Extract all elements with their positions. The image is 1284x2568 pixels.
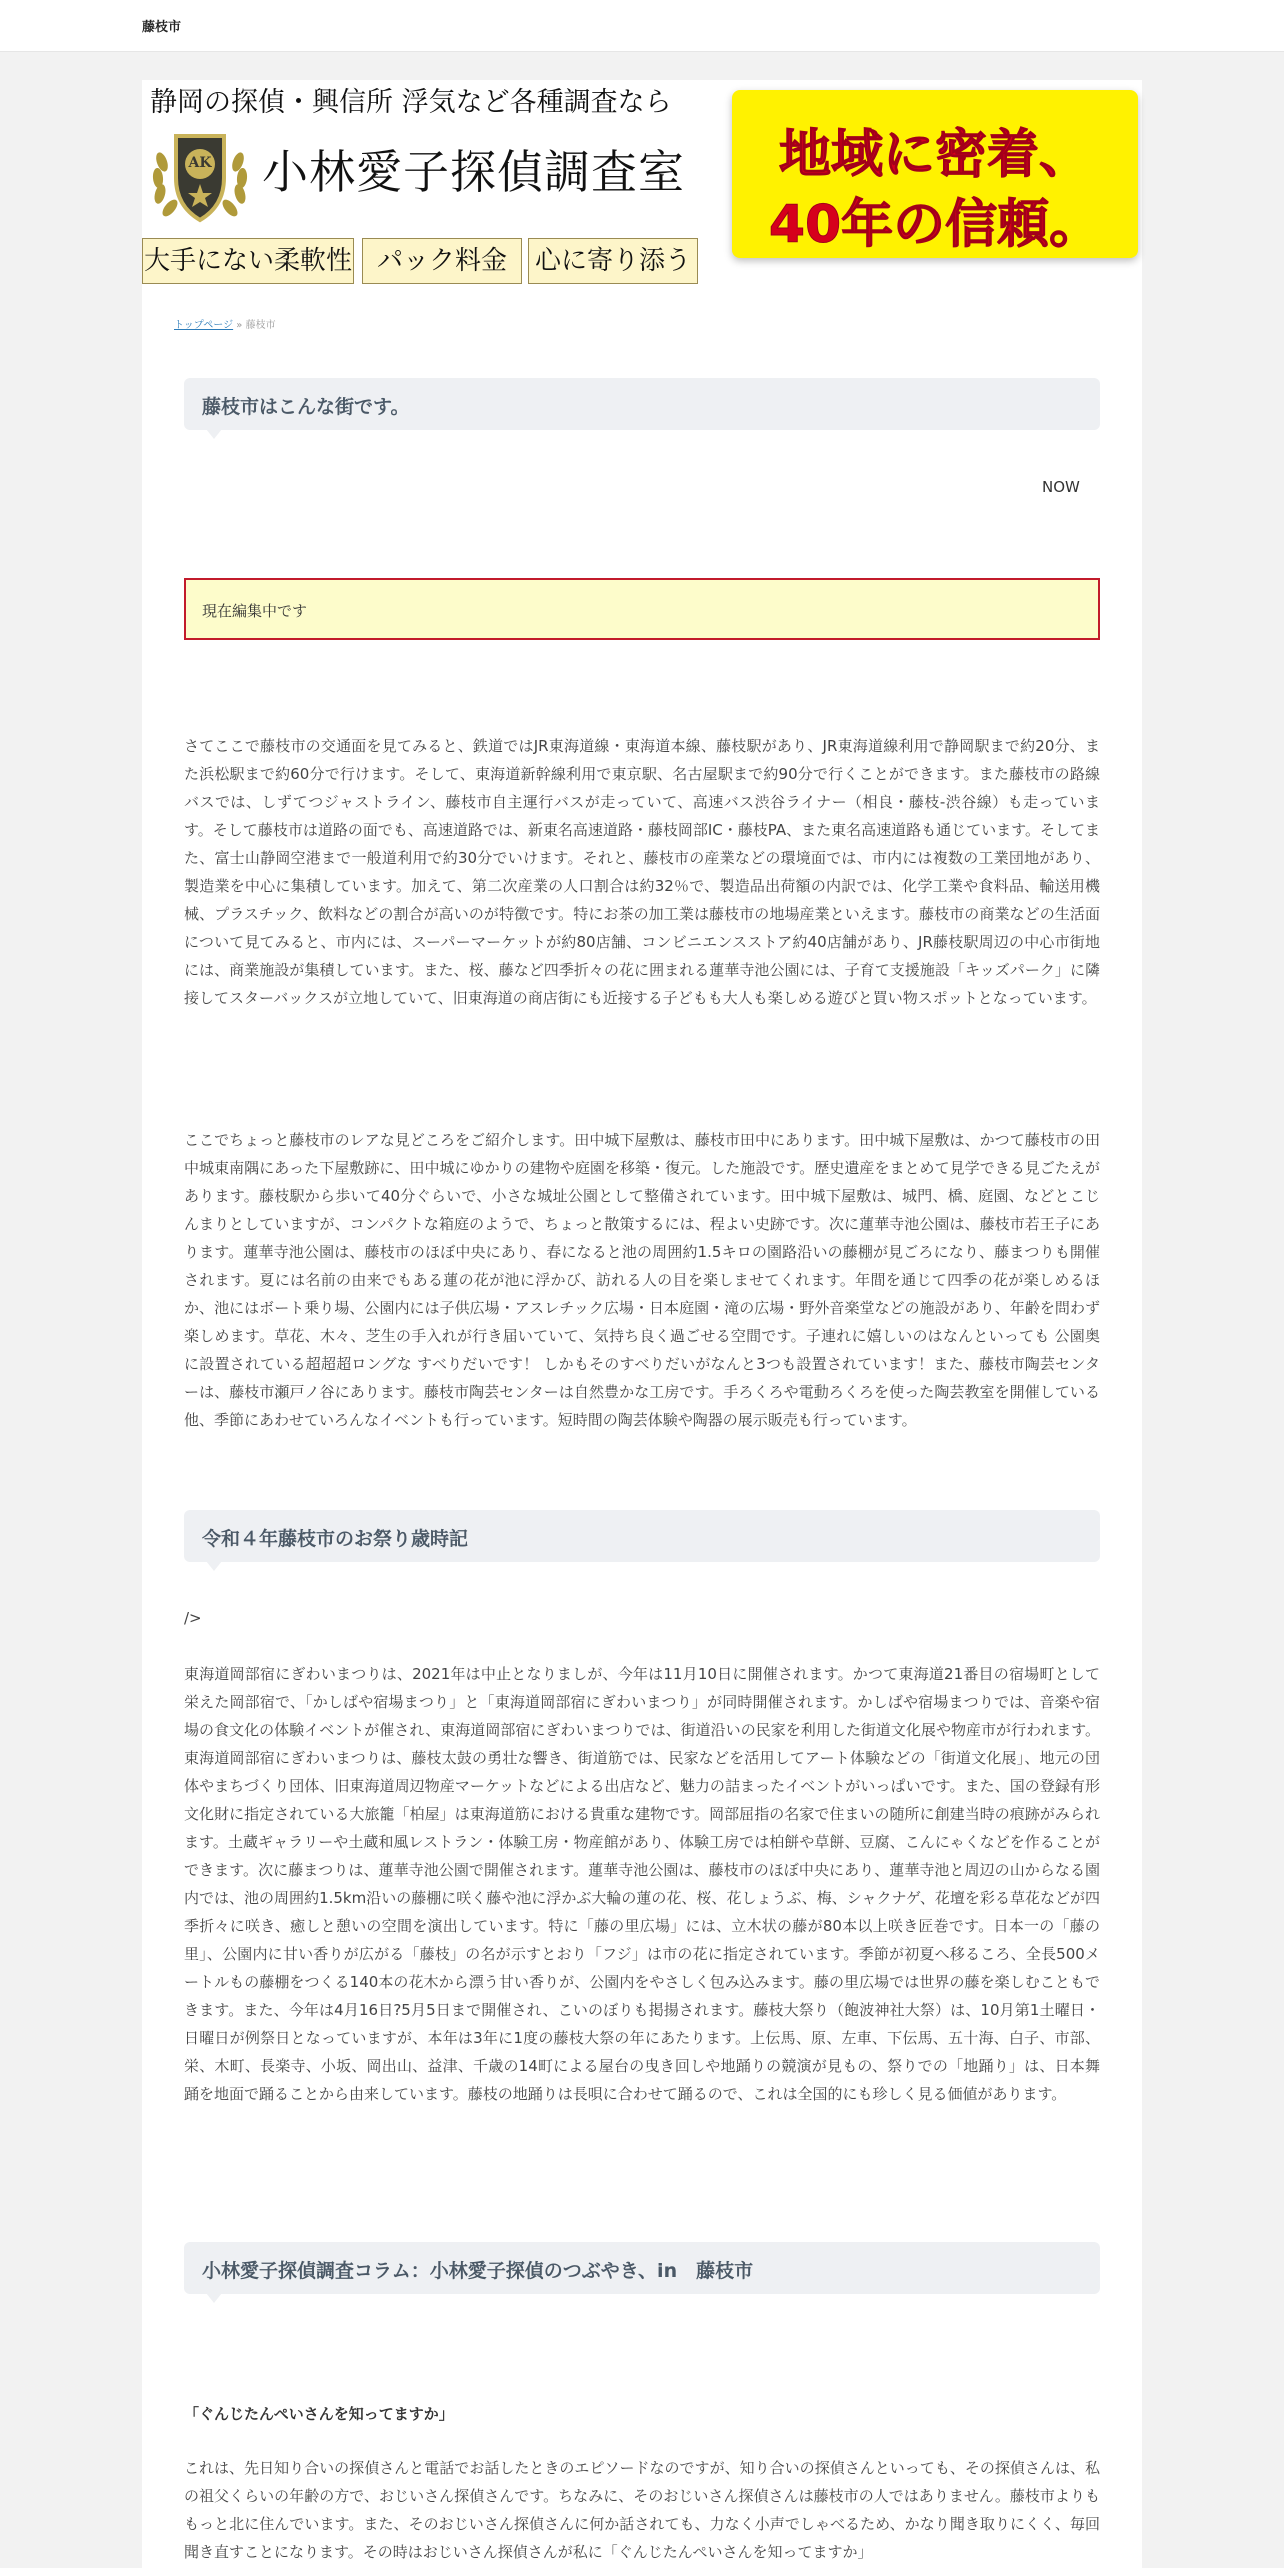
- laurel-shield-emblem-icon: [146, 122, 254, 230]
- breadcrumb-current: 藤枝市: [245, 320, 276, 331]
- banner-tagline: 静岡の探偵・興信所 浮気など各種調査なら: [150, 87, 672, 118]
- paragraph-festivals: 東海道岡部宿にぎわいまつりは、2021年は中止となりましが、今年は11月10日に開催されます。かつて東海道21番目の宿場町として栄えた岡部宿で、「かしばや宿場まつり」と「東海道岡部宿にぎわいまつり」が同時開催されます。かしばや宿場まつりでは、音楽や宿場の食文化の体験イベントが催され、東海道岡部宿にぎわいまつりでは、街道沿いの民家を利用した街道文化展や物産市が行われます。東海道岡部宿にぎわいまつりは、藤枝太鼓の勇壮な響き、街道筋では、民家などを活用してアート体験などの「街道文化展」、地元の団体やまちづくり団体、旧東海道周辺物産マーケットなどによる出店など、魅力の詰まったイベントがいっぱいです。また、国の登録有形文化財に指定されている大旅籠「柏屋」は東海道筋における貴重な建物です。岡部屈指の名家で住まいの随所に創建当時の痕跡がみられます。土蔵ギャラリーや土蔵和風レストラン・体験工房・物産館があり、体験工房では柏餅や草餅、豆腐、こんにゃくなどを作ることができます。次に藤まつりは、蓮華寺池公園で開催されます。蓮華寺池公園は、藤枝市のほぼ中央にあり、蓮華寺池と周辺の山からなる園内では、池の周囲約1.5km沿いの藤棚に咲く藤や池に浮かぶ大輪の蓮の花、桜、花しょうぶ、梅、シャクナゲ、花壇を彩る草花などが四季折々に咲き、癒しと憩いの空間を演出しています。特に「藤の里広場」には、立木状の藤が80本以上咲き匠巻です。日本一の「藤の里」、公園内に甘い香りが広がる「藤枝」の名が示すとおり「フジ」は市の花に指定されています。季節が初夏へ移るころ、全長500メートルもの藤棚をつくる140本の花木から漂う甘い香りが、公園内をやさしく包み込みます。藤の里広場では世界の藤を楽しむこともできます。また、今年は4月16日?5月5日まで開催され、こいのぼりも掲揚されます。藤枝大祭り（飽波神社大祭）は、10月第1土曜日・日曜日が例祭日となっていますが、本年は3年に1度の藤枝大祭の年にあたります。上伝馬、原、左車、下伝馬、五十海、白子、市部、栄、木町、長楽寺、小坂、岡出山、益津、千歳の14町による屋台の曳き回しや地踊りの競演が見もの、祭りでの「地踊り」は、日本舞踊を地面で踊ることから由来しています。藤枝の地踊りは長唄に合わせて踊るので、これは全国的にも珍しく見る価値があります。: [184, 1665, 1100, 2103]
- section-heading-column-text: 小林愛子探偵調査コラム：小林愛子探偵のつぶやき、in 藤枝市: [202, 2260, 754, 2282]
- site-name-link[interactable]: 藤枝市: [142, 20, 182, 35]
- editing-notice-text: 現在編集中です: [202, 602, 308, 620]
- slogan-line-1: 地域に密着、: [778, 125, 1091, 185]
- header-banner[interactable]: [142, 80, 1142, 285]
- main-container: [142, 80, 1142, 2568]
- heading-tail: [206, 429, 222, 439]
- section-heading-town-text: 藤枝市はこんな街です。: [202, 396, 410, 418]
- paragraph-sights: ここでちょっと藤枝市のレアな見どころをご紹介します。田中城下屋敷は、藤枝市田中にあります。田中城下屋敷は、かつて藤枝市の田中城東南隅にあった下屋敷跡に、田中城にゆかりの建物や庭園を移築・復元。した施設です。歴史遺産をまとめて見学できる見ごたえがあります。藤枝駅から歩いて40分ぐらいで、小さな城址公園として整備されています。田中城下屋敷は、城門、橋、庭園、などとこじんまりとしていますが、コンパクトな箱庭のようで、ちょっと散策するには、程よい史跡です。次に蓮華寺池公園は、藤枝市若王子にあります。蓮華寺池公園は、藤枝市のほぼ中央にあり、春になると池の周囲約1.5キロの園路沿いの藤棚が見ごろになり、藤まつりも開催されます。夏には名前の由来でもある蓮の花が池に浮かび、訪れる人の目を楽しませてくれます。年間を通じて四季の花が楽しめるほか、池にはボート乗り場、公園内には子供広場・アスレチック広場・日本庭園・滝の広場・野外音楽堂などの施設があり、年齢を問わず楽しめます。草花、木々、芝生の手入れが行き届いていて、気持ち良く過ごせる空間です。子連れに嬉しいのはなんといっても 公園奥に設置されている超超超ロングな すべりだいです！ しかもそのすべりだいがなんと3つも設置されています！また、藤枝市陶芸センターは、藤枝市瀬戸ノ谷にあります。藤枝市陶芸センターは自然豊かな工房です。手ろくろや電動ろくろを使った陶芸教室を開催している他、季節にあわせていろんなイベントも行っています。短時間の陶芸体験や陶器の展示販売も行っています。: [184, 1131, 1100, 1429]
- editing-notice: [184, 578, 1100, 640]
- feature-package-price: パック料金: [362, 238, 522, 284]
- slogan-box: [732, 90, 1138, 258]
- heading-tail: [206, 2293, 222, 2303]
- office-name: 小林愛子探偵調査室: [262, 145, 685, 199]
- feature-flexibility: 大手にない柔軟性: [142, 238, 354, 284]
- section-heading-festivals: [184, 1510, 1100, 1562]
- now-label: NOW: [1042, 478, 1080, 496]
- section-heading-column: [184, 2242, 1100, 2294]
- feature-caring: 心に寄り添う: [528, 238, 698, 284]
- paragraph-transport: さてここで藤枝市の交通面を見てみると、鉄道ではJR東海道線・東海道本線、藤枝駅があり、JR東海道線利用で静岡駅まで約20分、また浜松駅まで約60分で行けます。そして、東海道新幹線利用で東京駅、名古屋駅まで約90分で行くことができます。また藤枝市の路線バスでは、しずてつジャストライン、藤枝市自主運行バスが走っていて、高速バス渋谷ライナー（相良・藤枝-渋谷線）も走っています。そして藤枝市は道路の面でも、高速道路では、新東名高速道路・藤枝岡部IC・藤枝PA、また東名高速道路も通じています。そしてまた、富士山静岡空港まで一般道利用で約30分でいけます。それと、藤枝市の産業などの環境面では、市内には複数の工業団地があり、製造業を中心に集積しています。加えて、第二次産業の人口割合は約32％で、製造品出荷額の内訳では、化学工業や食料品、輸送用機械、プラスチック、飲料などの割合が高いのが特徴です。特にお茶の加工業は藤枝市の地場産業といえます。藤枝市の商業などの生活面について見てみると、市内には、スーパーマーケットが約80店舗、コンビニエンスストア約40店舗があり、JR藤枝駅周辺の中心市街地には、商業施設が集積しています。また、桜、藤など四季折々の花に囲まれる蓮華寺池公園には、子育て支援施設「キッズパーク」に隣接してスターバックスが立地していて、旧東海道の商店街にも近接する子どもも大人も楽しめる遊びと買い物スポットとなっています。: [184, 737, 1100, 1007]
- breadcrumb-separator: »: [236, 320, 243, 331]
- breadcrumb-home-link[interactable]: トップページ: [174, 320, 234, 331]
- section-heading-festivals-text: 令和４年藤枝市のお祭り歳時記: [202, 1528, 469, 1550]
- emblem-text: AK: [188, 155, 212, 171]
- paragraph-column: これは、先日知り合いの探偵さんと電話でお話したときのエピソードなのですが、知り合いの探偵さんといっても、その探偵さんは、私の祖父くらいの年齢の方で、おじいさん探偵さんです。ちなみに、そのおじいさん探偵さんは藤枝市の人ではありません。藤枝市よりももっと北に住んでいます。また、そのおじいさん探偵さんに何か話されても、力なく小声でしゃべるため、かなり聞き取りにくく、毎回聞き直すことになります。その時はおじいさん探偵さんが私に「ぐんじたんぺいさんを知ってますか」: [184, 2459, 1100, 2561]
- stray-markup-text: />: [184, 1609, 202, 1627]
- column-subtitle: 「ぐんじたんぺいさんを知ってますか」: [184, 2405, 454, 2423]
- heading-tail: [206, 1561, 222, 1571]
- site-header: [0, 0, 1284, 52]
- section-heading-town: [184, 378, 1100, 430]
- breadcrumb: [174, 316, 276, 331]
- slogan-line-2: 40年の信頼。: [768, 195, 1102, 255]
